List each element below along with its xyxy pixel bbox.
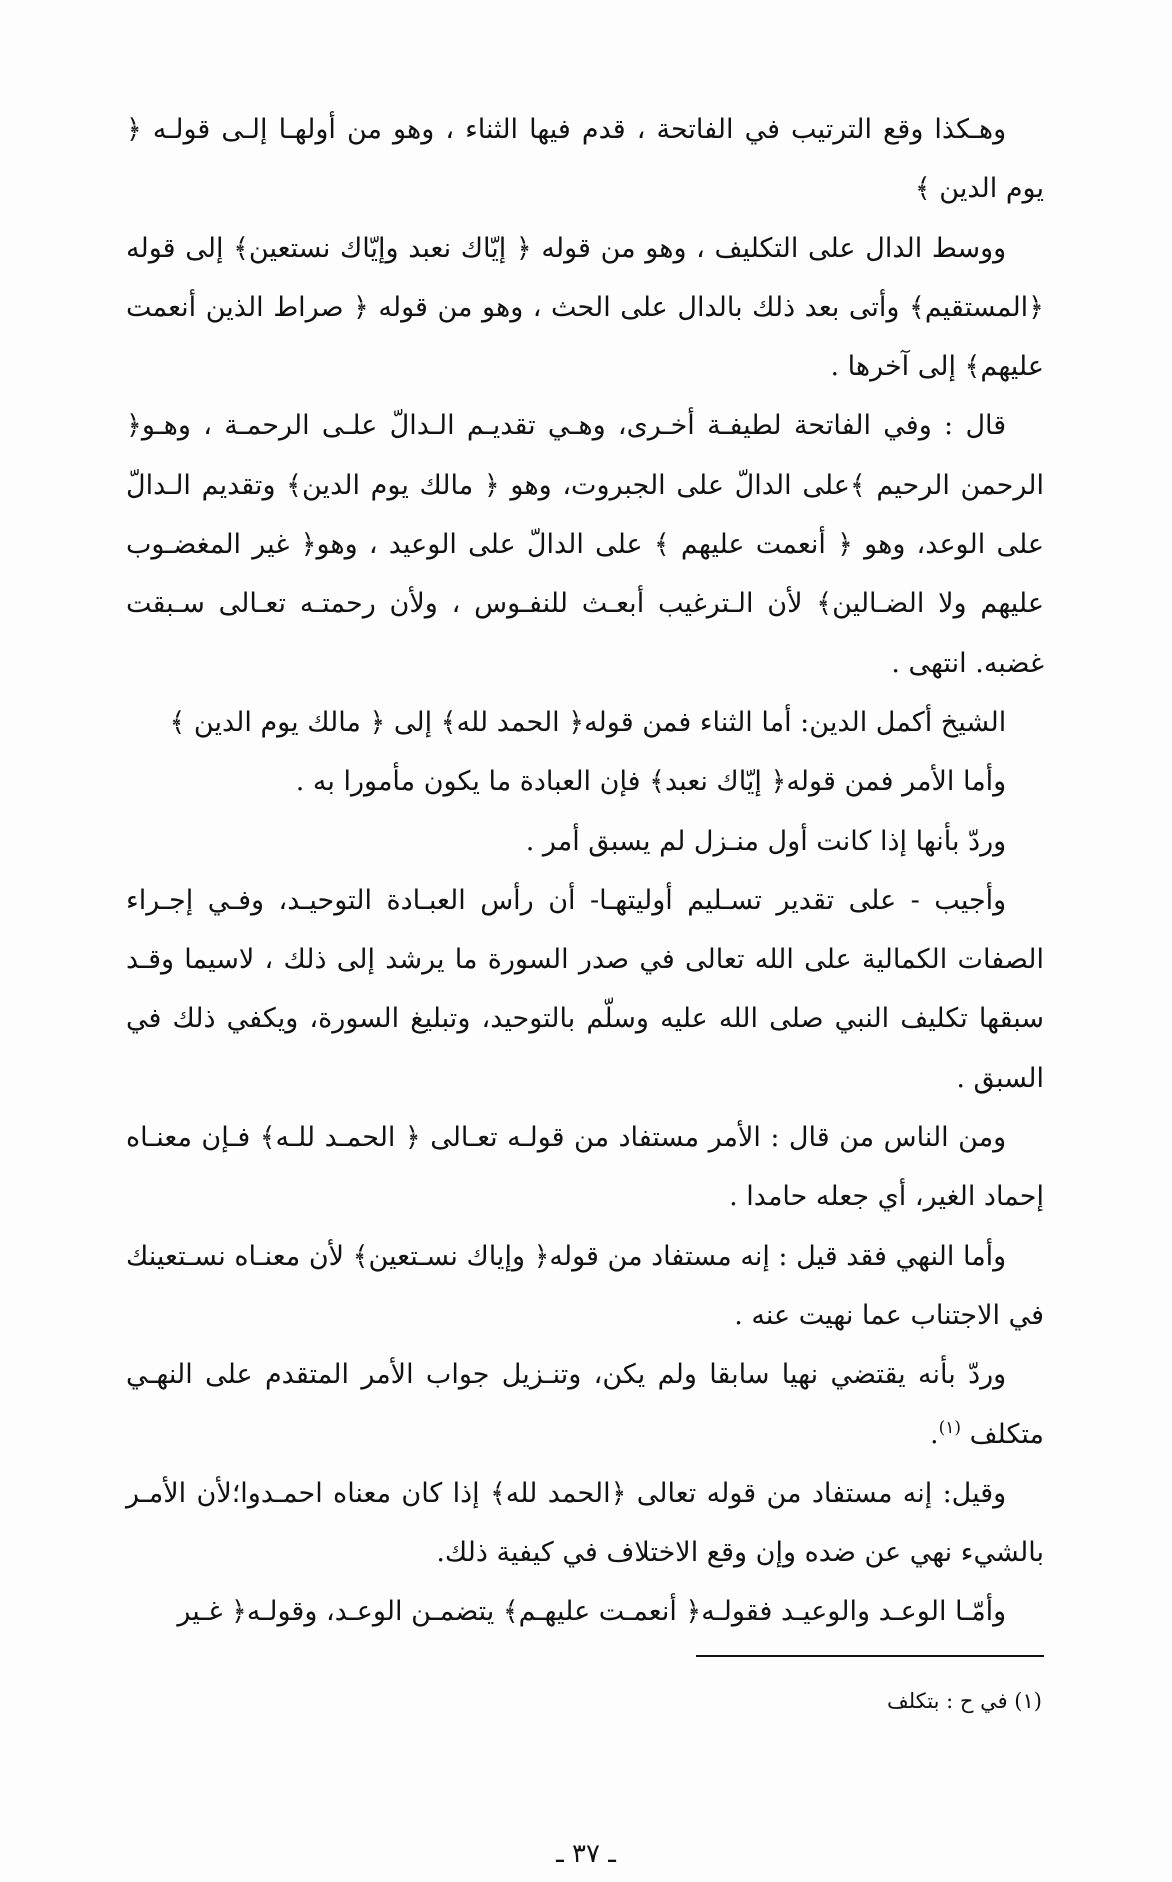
footnote: (١) في ح : بتكلف xyxy=(886,1689,1042,1713)
paragraph-10-text: وردّ بأنه يقتضي نهيا سابقا ولم يكن، وتنـزيل جواب الأمر المتقدم على النهـي متكلف xyxy=(126,1359,1044,1450)
paragraph-11: وقيل: إنه مستفاد من قوله تعالى ﴿الحمد لله﴾ إذا كان معناه احمـدوا؛لأن الأمـر بالشيء نهي عن ضده وإن وقع الاختلاف في كيفية ذلك. xyxy=(126,1477,1044,1569)
paragraph-7: وأجيب - على تقدير تسـليم أوليتهـا- أن رأس العبـادة التوحيـد، وفـي إجـراء الصفات الكمالية على الله تعالى في صدر السورة ما يرشد إلى ذلك ، لاسيما وقـد سبقها تكليف النبي صلى الله عليه وسلّم بالتوحيد، وتبليغ السورة، ويكفي ذلك في السبق . xyxy=(126,884,1044,1094)
paragraph-3: قال : وفي الفاتحة لطيفـة أخـرى، وهـي تقديـم الـدالّ علـى الرحمـة ، وهـو﴿ الرحمن الرحيم ﴾على الدالّ على الجبروت، وهو ﴿ مالك يوم الدين﴾ وتقديم الـدالّ على الوعد، وهو ﴿ أنعمت عليهم ﴾ على الدالّ على الوعيد ، وهو﴿ غير المغضـوب عليهم ولا الضـالين﴾ لأن الـترغيب أبعـث للنفـوس ، ولأن رحمتـه تعـالى سـبقت غضبه. انتهى . xyxy=(126,410,1044,679)
paragraph-4: الشيخ أكمل الدين: أما الثناء فمن قوله﴿ الحمد لله﴾ إلى ﴿ مالك يوم الدين ﴾ xyxy=(169,706,1007,738)
paragraph-5: وأما الأمر فمن قوله﴿ إيّاك نعبد﴾ فإن العبادة ما يكون مأمورا به . xyxy=(295,766,1007,798)
main-text xyxy=(126,100,1044,1642)
paragraph-10-end: . xyxy=(929,1418,939,1450)
paragraph-2: ووسط الدال على التكليف ، وهو من قوله ﴿ إيّاك نعبد وإيّاك نستعين﴾ إلى قوله ﴿المستقيم﴾ وأتى بعد ذلك بالدال على الحث ، وهو من قوله ﴿ صراط الذين أنعمت عليهم﴾ إلى آخرها . xyxy=(126,232,1044,383)
footnote-divider xyxy=(696,1655,1044,1657)
page-number: ـ ٣٧ ـ xyxy=(556,1839,616,1869)
paragraph-12: وأمّـا الوعـد والوعيـد فقولـه﴿ أنعمـت عليهـم﴾ يتضمـن الوعـد، وقولـه﴿ غـير xyxy=(177,1596,1007,1628)
paragraph-10 xyxy=(126,1345,1044,1464)
footnote-reference: (١) xyxy=(938,1417,961,1438)
paragraph-9: وأما النهي فقد قيل : إنه مستفاد من قوله﴿ وإياك نسـتعين﴾ لأن معنـاه نسـتعينك في الاجتناب عما نهيت عنه . xyxy=(126,1240,1044,1331)
paragraph-1: وهـكذا وقع الترتيب في الفاتحة ، قدم فيها الثناء ، وهو من أولهـا إلـى قولـه ﴿ يوم الدين ﴾ xyxy=(126,114,1044,205)
paragraph-6: وردّ بأنها إذا كانت أول منـزل لم يسبق أمر . xyxy=(525,825,1007,857)
paragraph-8: ومن الناس من قال : الأمر مستفاد من قولـه تعـالى ﴿ الحمـد للـه﴾ فـإن معنـاه إحماد الغير، أي جعله حامدا . xyxy=(126,1122,1044,1213)
